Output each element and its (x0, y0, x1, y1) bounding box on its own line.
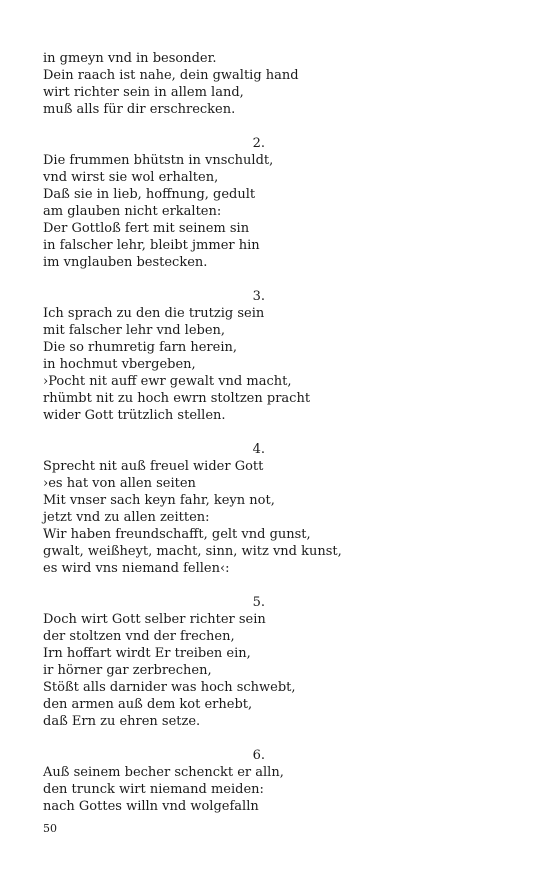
verse-line: Doch wirt Gott selber richter sein (43, 612, 266, 627)
verse-line: in hochmut vbergeben, (43, 357, 196, 372)
verse-line: der stoltzen vnd der frechen, (43, 629, 235, 644)
verse-line: Der Gottloß fert mit seinem sin (43, 221, 250, 236)
verse-line: Dein raach ist nahe, dein gwaltig hand (43, 68, 299, 83)
verse-line: wirt richter sein in allem land, (43, 85, 244, 100)
verse-line: gwalt, weißheyt, macht, sinn, witz vnd kunst, (43, 544, 342, 559)
verse-line: den armen auß dem kot erhebt, (43, 697, 253, 712)
verse-line: wider Gott trützlich stellen. (43, 408, 226, 423)
verse-line: Irn hoffart wirdt Er treiben ein, (43, 646, 251, 661)
verse-line: nach Gottes willn vnd wolgefalln (43, 799, 259, 814)
verse-line: ›es hat von allen seiten (43, 476, 196, 491)
stanza-6 (43, 747, 513, 815)
stanza-3 (43, 288, 513, 424)
stanza-number: 3. (252, 289, 265, 304)
verse-line: mit falscher lehr vnd leben, (43, 323, 226, 338)
verse-line: Stößt alls darnider was hoch schwebt, (43, 680, 296, 695)
verse-line: muß alls für dir erschrecken. (43, 102, 236, 117)
verse-line: Die frummen bhütstn in vnschuldt, (43, 153, 274, 168)
stanza-4 (43, 441, 513, 577)
verse-line: daß Ern zu ehren setze. (43, 714, 201, 729)
verse-line: in gmeyn vnd in besonder. (43, 51, 217, 66)
verse-line: vnd wirst sie wol erhalten, (43, 170, 219, 185)
stanza-number: 6. (252, 748, 265, 763)
verse-line: ›Pocht nit auff ewr gewalt vnd macht, (43, 374, 292, 389)
verse-line: Mit vnser sach keyn fahr, keyn not, (43, 493, 275, 508)
stanza-continuation (43, 50, 513, 118)
page-number: 50 (43, 822, 57, 835)
verse-line: es wird vns niemand fellen‹: (43, 561, 230, 576)
stanza-number: 5. (252, 595, 265, 610)
verse-line: Ich sprach zu den die trutzig sein (43, 306, 265, 321)
verse-line: den trunck wirt niemand meiden: (43, 782, 264, 797)
verse-line: Daß sie in lieb, hoffnung, gedult (43, 187, 256, 202)
verse-line: rhümbt nit zu hoch ewrn stoltzen pracht (43, 391, 311, 406)
stanza-number: 2. (252, 136, 265, 151)
verse-line: Wir haben freundschafft, gelt vnd gunst, (43, 527, 311, 542)
verse-line: ir hörner gar zerbrechen, (43, 663, 212, 678)
poem-text (43, 50, 513, 832)
verse-line: am glauben nicht erkalten: (43, 204, 222, 219)
verse-line: jetzt vnd zu allen zeitten: (43, 510, 210, 525)
verse-line: im vnglauben bestecken. (43, 255, 208, 270)
verse-line: Auß seinem becher schenckt er alln, (43, 765, 284, 780)
verse-line: Die so rhumretig farn herein, (43, 340, 237, 355)
verse-line: Sprecht nit auß freuel wider Gott (43, 459, 264, 474)
stanza-2 (43, 135, 513, 271)
stanza-5 (43, 594, 513, 730)
verse-line: in falscher lehr, bleibt jmmer hin (43, 238, 260, 253)
stanza-number: 4. (252, 442, 265, 457)
